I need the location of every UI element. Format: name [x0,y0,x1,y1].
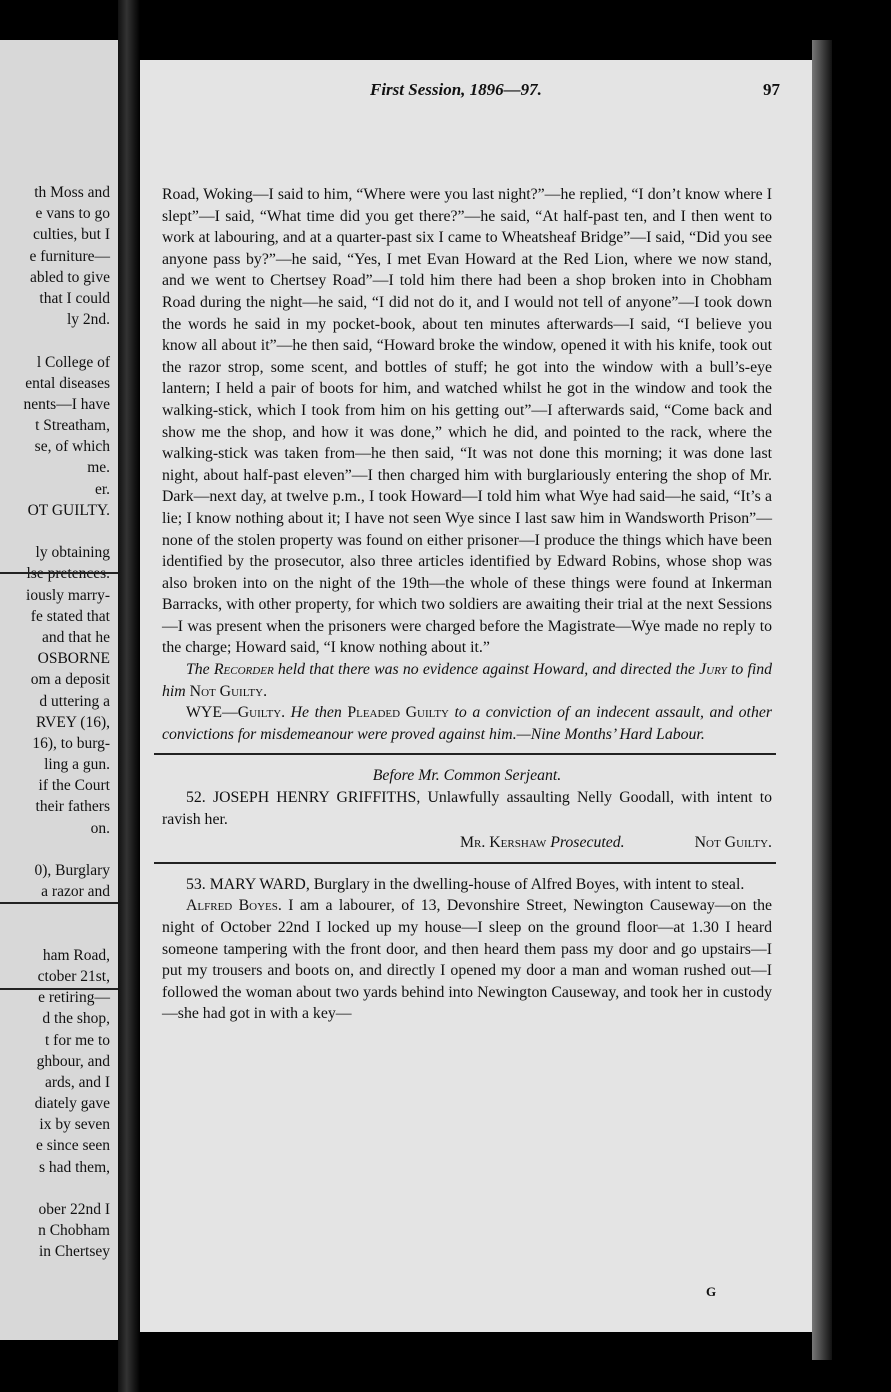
left-text-line: ly 2nd. [66,311,110,329]
left-text-line: l College of [36,353,110,371]
left-text-line: th Moss and [34,184,110,201]
left-text-line: nents—I have [23,395,110,413]
left-text-line: culties, but I [32,226,110,244]
left-divider [0,572,118,574]
left-text-line: er. [94,480,110,498]
left-text-line: se, of which [34,438,110,456]
case-53: 53. MARY WARD, Burglary in the dwelling-house of Alfred Boyes, with intent to steal. [186,875,745,893]
left-text-line: OT GUILTY. [27,501,110,519]
left-text-line: t for me to [45,1031,110,1049]
left-text-line: abled to give [29,268,110,286]
recorder-ruling: The Recorder held that there was no evidence against Howard, and directed the Jury to find him Not Guilty. [162,661,773,700]
left-text-line: ham Road, [42,946,110,964]
left-text-line: OSBORNE [37,650,110,668]
left-text-line: d the shop, [42,1010,110,1028]
prosecutor: Mr. Kershaw [459,834,547,852]
witness-testimony: Alfred Boyes. I am a labourer, of 13, Devonshire Street, Newington Causeway—on the night of October 22nd I locked up my house—I sleep on the ground floor—at 1.30 I heard someone tampering with the front door, and then heard them pass my door and go upstairs—I put my trousers and boots on, and directly I opened my door a man and woman rushed out—I followed the woman about two yards behind into Newington Causeway, and took her in custody—she had got in with a key— [162,897,773,1023]
section-divider [154,753,776,755]
witness-name: Alfred Boyes. [186,897,282,915]
case-52-outcome: Mr. Kershaw Prosecuted. Not Guilty. [162,832,772,854]
left-text-line: t Streatham, [35,417,110,435]
left-text-line: ental diseases [25,374,110,392]
left-text-line: om a deposit [30,671,110,689]
verdict-wye: WYE—Guilty. He then Pleaded Guilty to a conviction of an indecent assault, and other convictions for misdemeanour were proved against him.—Nine Months’ Hard Labour. [162,704,773,743]
left-text-line: me. [87,459,110,477]
left-text-line [0,521,110,542]
left-text-line: in Chertsey [38,1243,110,1261]
left-text-line: ix by seven [39,1116,110,1134]
section-divider [154,862,776,864]
page-number: 97 [763,80,780,99]
left-text-line: if the Court [38,777,110,795]
left-text-line: diately gave [34,1095,110,1113]
left-text-line: ards, and I [45,1073,110,1091]
left-text-line: their fathers [35,798,110,816]
left-text-line: e retiring— [38,989,110,1007]
left-text-line: ctober 21st, [37,967,110,985]
running-header [160,80,780,104]
left-text-line: iously marry- [26,586,110,604]
verdict: Not Guilty. [694,834,772,852]
left-divider [0,988,118,990]
left-text-line: on. [90,819,110,837]
left-text-line [0,902,110,923]
left-text-line: lse pretences. [26,565,110,583]
defendant-name: MARY WARD, [209,875,310,893]
left-page-fragment [0,40,118,1340]
left-text-line: 0), Burglary [34,862,110,879]
defendant-name: JOSEPH HENRY GRIFFITHS, [212,789,421,807]
left-text-line: and that he [41,628,110,646]
left-text-line: RVEY (16), [36,713,110,731]
left-text-line: ober 22nd I [38,1201,110,1218]
left-text-line: fe stated that [30,607,110,625]
section-heading: Before Mr. Common Serjeant. [372,767,562,785]
left-text-line: ly obtaining [35,544,110,562]
left-text-line: e since seen [35,1137,110,1155]
left-text-line: n Chobham [38,1222,110,1240]
left-text-line: that I could [39,289,110,307]
left-text-line [0,330,110,351]
testimony-continued: Road, Woking—I said to him, “Where were you last night?”—he replied, “I don’t know where I slept”—I said, “What time did you get there?”—he said, “At half-past ten, and I then went to work at labouring, and at a quarter-past six I came to Wheatsheaf Bridge”—I said, “Did you see anyone pass by?”—he said, “Yes, I met Evan Howard at the Red Lion, where we now stand, and we went to Chertsey Road”—I told him there had been a shop broken into in Chobham Road during the night—he said, “I did not do it, and I would not tell of anyone”—I took down the words he said in my pocket-book, about ten minutes afterwards—I said, “I believe you know all about it”—he then said, “Howard broke the window, opened it with his knife, took out the razor strop, some scent, and bottles of stuff; he got into the window with a bull’s-eye lantern; I held a pair of boots for him, and watched whilst he got in the window and took the walking-stick, which I took from him on his getting out”—I afterwards said, “Come back and show me the shop, and how it was done,” which he did, and pointed to the rack, where the walking-stick was taken from—he then said, “It was not done this morning; it was done last night, about half-past eleven”—I then charged him with burglariously entering the shop of Mr. Dark—next day, at twelve p.m., I took Howard—I told him what Wye had said—he said, “It’s a lie; I know nothing about it; I have not seen Wye since I last saw him in Wandsworth Prison”—none of the stolen property was found on either prisoner—I produce the things which have been identified by the prosecutor, also three articles identified by Edward Robins, whose shop was also broken into on the night of the 19th—the whole of these things were found at Inkerman Barracks, with other property, for which two soldiers are awaiting their trial at the next Sessions—I was present when the prisoners were charged before the Magistrate—Wye made no reply to the charge; Howard said, “I know nothing about it.” [162,186,772,657]
session-title: First Session, 1896—97. [370,80,542,99]
left-text-line: d uttering a [39,692,110,710]
page-edge [812,40,832,1360]
left-text-line: s had them, [38,1158,110,1176]
left-divider [0,902,118,904]
left-text-line: a razor and [41,883,110,901]
left-page-text [0,182,110,1263]
left-text-line: e vans to go [35,205,110,223]
left-text-line: 16), to burg- [32,734,110,752]
left-text-line: ghbour, and [36,1052,110,1070]
left-text-line [0,1178,110,1199]
left-text-line [0,839,110,860]
left-text-line [0,924,110,945]
case-52: 52. JOSEPH HENRY GRIFFITHS, Unlawfully assaulting Nelly Goodall, with intent to ravish her. [162,789,772,828]
book-gutter [118,0,140,1392]
left-text-line: e furniture— [29,247,110,265]
page-body [162,184,772,1025]
signature-mark: G [706,1284,717,1299]
left-text-line: ling a gun. [44,756,110,774]
